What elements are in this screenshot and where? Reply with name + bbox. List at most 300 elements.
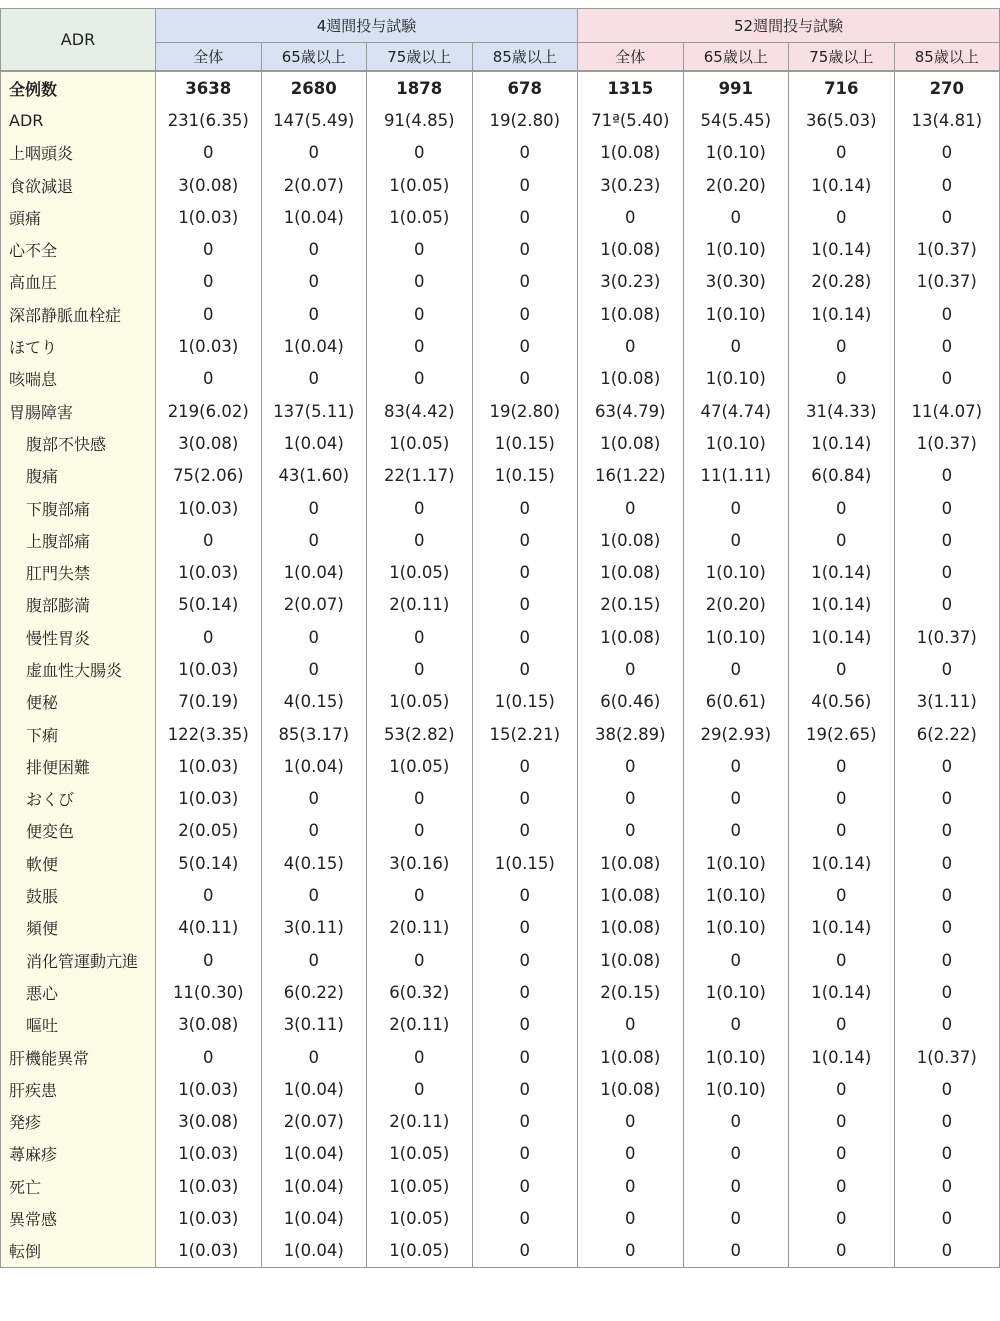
table-cell: 1(0.05) — [367, 427, 473, 459]
row-label: ADR — [1, 104, 156, 136]
table-cell: 1(0.04) — [261, 330, 367, 362]
table-cell: 122(3.35) — [156, 718, 262, 750]
table-cell: 3638 — [156, 71, 262, 104]
table-cell: 1(0.15) — [472, 427, 578, 459]
table-cell: 0 — [472, 944, 578, 976]
table-cell: 0 — [683, 750, 789, 782]
table-cell: 0 — [367, 815, 473, 847]
table-cell: 0 — [261, 266, 367, 298]
table-cell: 3(0.08) — [156, 1106, 262, 1138]
row-label: 上咽頭炎 — [1, 137, 156, 169]
table-cell: 2(0.11) — [367, 1009, 473, 1041]
row-label: 上腹部痛 — [1, 524, 156, 556]
row-label: 高血圧 — [1, 266, 156, 298]
table-cell: 0 — [472, 1202, 578, 1234]
table-cell: 4(0.15) — [261, 686, 367, 718]
table-cell: 3(0.23) — [578, 266, 684, 298]
table-cell: 2(0.15) — [578, 976, 684, 1008]
table-cell: 0 — [578, 1235, 684, 1268]
table-cell: 0 — [261, 492, 367, 524]
table-cell: 6(0.84) — [789, 460, 895, 492]
table-cell: 1(0.10) — [683, 137, 789, 169]
table-cell: 0 — [472, 266, 578, 298]
table-cell: 0 — [156, 879, 262, 911]
row-label: 下腹部痛 — [1, 492, 156, 524]
table-cell: 1(0.14) — [789, 621, 895, 653]
table-cell: 1(0.03) — [156, 1235, 262, 1268]
table-cell: 1(0.10) — [683, 233, 789, 265]
table-cell: 1(0.15) — [472, 460, 578, 492]
table-cell: 0 — [894, 1106, 1000, 1138]
table-cell: 0 — [894, 460, 1000, 492]
table-row — [1, 718, 1000, 750]
table-cell: 0 — [472, 815, 578, 847]
row-label: 肝疾患 — [1, 1073, 156, 1105]
table-cell: 1(0.08) — [578, 556, 684, 588]
table-cell: 0 — [472, 169, 578, 201]
table-cell: 2(0.11) — [367, 589, 473, 621]
table-cell: 1(0.37) — [894, 233, 1000, 265]
table-cell: 0 — [156, 266, 262, 298]
subheader-4w-65: 65歳以上 — [261, 43, 367, 72]
table-row — [1, 783, 1000, 815]
table-cell: 0 — [683, 1235, 789, 1268]
table-cell: 0 — [578, 492, 684, 524]
table-cell: 0 — [789, 1106, 895, 1138]
subheader-52w-all: 全体 — [578, 43, 684, 72]
table-cell: 1(0.08) — [578, 233, 684, 265]
table-cell: 0 — [261, 944, 367, 976]
table-cell: 1(0.03) — [156, 1202, 262, 1234]
table-cell: 1(0.04) — [261, 750, 367, 782]
table-cell: 0 — [367, 363, 473, 395]
table-cell: 5(0.14) — [156, 847, 262, 879]
table-row — [1, 1073, 1000, 1105]
table-row — [1, 1009, 1000, 1041]
table-cell: 0 — [789, 879, 895, 911]
table-cell: 1(0.03) — [156, 556, 262, 588]
table-cell: 0 — [156, 621, 262, 653]
table-cell: 1(0.10) — [683, 621, 789, 653]
table-cell: 1(0.08) — [578, 912, 684, 944]
table-cell: 0 — [578, 750, 684, 782]
table-cell: 36(5.03) — [789, 104, 895, 136]
table-row — [1, 847, 1000, 879]
table-cell: 0 — [894, 556, 1000, 588]
row-label: おくび — [1, 783, 156, 815]
table-cell: 54(5.45) — [683, 104, 789, 136]
table-cell: 0 — [894, 1138, 1000, 1170]
table-cell: 0 — [472, 783, 578, 815]
table-cell: 6(0.46) — [578, 686, 684, 718]
table-cell: 1(0.37) — [894, 1041, 1000, 1073]
table-cell: 1(0.03) — [156, 750, 262, 782]
table-cell: 3(0.23) — [578, 169, 684, 201]
table-row — [1, 556, 1000, 588]
table-cell: 0 — [578, 1138, 684, 1170]
table-cell: 0 — [894, 847, 1000, 879]
table-cell: 6(0.32) — [367, 976, 473, 1008]
table-cell: 0 — [894, 201, 1000, 233]
table-cell: 0 — [472, 976, 578, 1008]
table-row — [1, 944, 1000, 976]
table-cell: 1(0.03) — [156, 330, 262, 362]
table-header — [1, 9, 1000, 72]
table-cell: 0 — [894, 912, 1000, 944]
table-cell: 0 — [894, 589, 1000, 621]
table-cell: 0 — [894, 1202, 1000, 1234]
table-cell: 1(0.14) — [789, 169, 895, 201]
table-row — [1, 201, 1000, 233]
table-cell: 1(0.04) — [261, 1235, 367, 1268]
table-row — [1, 169, 1000, 201]
table-row — [1, 686, 1000, 718]
table-cell: 0 — [367, 524, 473, 556]
table-cell: 0 — [472, 556, 578, 588]
table-cell: 0 — [472, 363, 578, 395]
subheader-4w-75: 75歳以上 — [367, 43, 473, 72]
table-cell: 1(0.10) — [683, 298, 789, 330]
table-cell: 63(4.79) — [578, 395, 684, 427]
table-cell: 1(0.10) — [683, 976, 789, 1008]
table-cell: 11(0.30) — [156, 976, 262, 1008]
table-cell: 1(0.37) — [894, 266, 1000, 298]
table-cell: 0 — [472, 1138, 578, 1170]
table-cell: 0 — [367, 298, 473, 330]
table-cell: 2(0.05) — [156, 815, 262, 847]
table-cell: 0 — [367, 653, 473, 685]
table-cell: 0 — [367, 944, 473, 976]
table-cell: 0 — [472, 589, 578, 621]
table-cell: 13(4.81) — [894, 104, 1000, 136]
adr-table — [0, 8, 1000, 1268]
table-cell: 1(0.08) — [578, 298, 684, 330]
table-cell: 0 — [789, 1009, 895, 1041]
table-cell: 1(0.08) — [578, 879, 684, 911]
table-cell: 137(5.11) — [261, 395, 367, 427]
table-cell: 0 — [683, 1138, 789, 1170]
table-cell: 0 — [789, 1073, 895, 1105]
table-cell: 1(0.03) — [156, 201, 262, 233]
row-label: 胃腸障害 — [1, 395, 156, 427]
table-cell: 1(0.14) — [789, 1041, 895, 1073]
row-label: ほてり — [1, 330, 156, 362]
table-cell: 83(4.42) — [367, 395, 473, 427]
table-cell: 1(0.15) — [472, 686, 578, 718]
row-label: 腹部不快感 — [1, 427, 156, 459]
table-row — [1, 1106, 1000, 1138]
table-cell: 1(0.14) — [789, 427, 895, 459]
table-cell: 0 — [472, 653, 578, 685]
table-cell: 991 — [683, 71, 789, 104]
table-cell: 0 — [894, 1009, 1000, 1041]
table-row — [1, 266, 1000, 298]
table-cell: 0 — [894, 1170, 1000, 1202]
row-label: 蕁麻疹 — [1, 1138, 156, 1170]
table-cell: 0 — [894, 815, 1000, 847]
table-cell: 0 — [789, 815, 895, 847]
table-cell: 0 — [789, 944, 895, 976]
table-row — [1, 524, 1000, 556]
table-cell: 0 — [894, 169, 1000, 201]
row-label: 虚血性大腸炎 — [1, 653, 156, 685]
table-cell: 1(0.37) — [894, 621, 1000, 653]
table-cell: 0 — [683, 783, 789, 815]
row-label: 咳喘息 — [1, 363, 156, 395]
table-cell: 6(0.61) — [683, 686, 789, 718]
subheader-4w-all: 全体 — [156, 43, 262, 72]
table-cell: 0 — [683, 524, 789, 556]
table-cell: 0 — [261, 363, 367, 395]
row-label: 排便困難 — [1, 750, 156, 782]
table-cell: 0 — [683, 330, 789, 362]
table-cell: 0 — [683, 201, 789, 233]
table-cell: 19(2.65) — [789, 718, 895, 750]
table-cell: 0 — [683, 944, 789, 976]
row-label: 軟便 — [1, 847, 156, 879]
table-cell: 0 — [894, 363, 1000, 395]
table-cell: 0 — [156, 524, 262, 556]
row-label: 食欲減退 — [1, 169, 156, 201]
table-cell: 0 — [367, 1041, 473, 1073]
table-row — [1, 298, 1000, 330]
table-row — [1, 750, 1000, 782]
table-cell: 0 — [894, 750, 1000, 782]
table-cell: 0 — [367, 492, 473, 524]
table-cell: 1(0.14) — [789, 912, 895, 944]
table-cell: 1(0.05) — [367, 1138, 473, 1170]
table-cell: 231(6.35) — [156, 104, 262, 136]
table-cell: 0 — [683, 1202, 789, 1234]
table-cell: 5(0.14) — [156, 589, 262, 621]
table-cell: 1315 — [578, 71, 684, 104]
table-cell: 3(0.11) — [261, 912, 367, 944]
table-cell: 1(0.05) — [367, 1170, 473, 1202]
table-cell: 0 — [367, 621, 473, 653]
table-cell: 1(0.10) — [683, 912, 789, 944]
table-cell: 0 — [472, 137, 578, 169]
table-cell: 1(0.08) — [578, 1073, 684, 1105]
table-row — [1, 363, 1000, 395]
table-cell: 0 — [472, 233, 578, 265]
row-label: 転倒 — [1, 1235, 156, 1268]
table-cell: 0 — [472, 1170, 578, 1202]
subheader-52w-85: 85歳以上 — [894, 43, 1000, 72]
table-cell: 0 — [261, 233, 367, 265]
group-header-4-week: 4週間投与試験 — [156, 9, 578, 43]
table-cell: 0 — [472, 524, 578, 556]
table-cell: 1(0.04) — [261, 427, 367, 459]
table-cell: 1(0.04) — [261, 1138, 367, 1170]
table-cell: 678 — [472, 71, 578, 104]
table-cell: 1(0.10) — [683, 1073, 789, 1105]
table-cell: 219(6.02) — [156, 395, 262, 427]
row-label: 便変色 — [1, 815, 156, 847]
table-cell: 7(0.19) — [156, 686, 262, 718]
table-cell: 6(0.22) — [261, 976, 367, 1008]
table-cell: 0 — [261, 1041, 367, 1073]
table-cell: 0 — [789, 201, 895, 233]
row-label: 消化管運動亢進 — [1, 944, 156, 976]
table-cell: 0 — [261, 879, 367, 911]
table-cell: 147(5.49) — [261, 104, 367, 136]
table-cell: 6(2.22) — [894, 718, 1000, 750]
table-cell: 0 — [789, 1202, 895, 1234]
table-row — [1, 1202, 1000, 1234]
table-cell: 3(1.11) — [894, 686, 1000, 718]
table-cell: 270 — [894, 71, 1000, 104]
table-cell: 0 — [894, 783, 1000, 815]
table-cell: 1(0.05) — [367, 169, 473, 201]
group-header-52-week: 52週間投与試験 — [578, 9, 1000, 43]
table-cell: 2(0.15) — [578, 589, 684, 621]
table-cell: 0 — [578, 1170, 684, 1202]
table-cell: 0 — [683, 492, 789, 524]
table-cell: 0 — [894, 298, 1000, 330]
row-label: 心不全 — [1, 233, 156, 265]
table-cell: 0 — [367, 233, 473, 265]
table-cell: 0 — [683, 1170, 789, 1202]
table-row — [1, 395, 1000, 427]
table-cell: 0 — [789, 783, 895, 815]
table-cell: 0 — [156, 944, 262, 976]
table-cell: 0 — [472, 492, 578, 524]
table-cell: 1(0.04) — [261, 556, 367, 588]
table-cell: 1(0.10) — [683, 847, 789, 879]
subheader-4w-85: 85歳以上 — [472, 43, 578, 72]
table-cell: 71ª(5.40) — [578, 104, 684, 136]
table-cell: 11(4.07) — [894, 395, 1000, 427]
row-label: 頻便 — [1, 912, 156, 944]
table-cell: 2(0.07) — [261, 589, 367, 621]
table-cell: 19(2.80) — [472, 104, 578, 136]
table-row — [1, 1170, 1000, 1202]
table-cell: 0 — [156, 137, 262, 169]
table-cell: 0 — [789, 750, 895, 782]
table-cell: 1(0.08) — [578, 137, 684, 169]
table-cell: 0 — [894, 1073, 1000, 1105]
table-cell: 1(0.04) — [261, 1202, 367, 1234]
table-cell: 0 — [472, 201, 578, 233]
table-cell: 3(0.30) — [683, 266, 789, 298]
table-cell: 1(0.14) — [789, 589, 895, 621]
table-cell: 1(0.03) — [156, 1073, 262, 1105]
row-label: 鼓脹 — [1, 879, 156, 911]
table-cell: 2(0.20) — [683, 169, 789, 201]
row-label: 悪心 — [1, 976, 156, 1008]
table-row — [1, 1138, 1000, 1170]
table-cell: 1(0.03) — [156, 492, 262, 524]
table-row — [1, 137, 1000, 169]
table-cell: 0 — [472, 298, 578, 330]
table-cell: 1(0.08) — [578, 944, 684, 976]
table-cell: 1(0.14) — [789, 976, 895, 1008]
table-cell: 0 — [367, 330, 473, 362]
table-cell: 0 — [367, 879, 473, 911]
row-label: 嘔吐 — [1, 1009, 156, 1041]
table-cell: 0 — [578, 815, 684, 847]
table-cell: 4(0.11) — [156, 912, 262, 944]
row-label: 下痢 — [1, 718, 156, 750]
table-row — [1, 912, 1000, 944]
table-cell: 2680 — [261, 71, 367, 104]
table-cell: 0 — [472, 330, 578, 362]
table-row — [1, 427, 1000, 459]
table-cell: 0 — [261, 815, 367, 847]
table-cell: 0 — [156, 363, 262, 395]
table-cell: 0 — [894, 137, 1000, 169]
table-cell: 0 — [894, 879, 1000, 911]
row-label: 死亡 — [1, 1170, 156, 1202]
row-label: 肛門失禁 — [1, 556, 156, 588]
table-cell: 0 — [789, 363, 895, 395]
table-cell: 47(4.74) — [683, 395, 789, 427]
table-row — [1, 815, 1000, 847]
table-cell: 38(2.89) — [578, 718, 684, 750]
table-cell: 0 — [789, 330, 895, 362]
table-cell: 0 — [472, 1041, 578, 1073]
table-row — [1, 1041, 1000, 1073]
table-cell: 2(0.11) — [367, 1106, 473, 1138]
table-cell: 0 — [789, 653, 895, 685]
table-cell: 0 — [789, 1235, 895, 1268]
table-cell: 1(0.08) — [578, 621, 684, 653]
table-cell: 0 — [683, 653, 789, 685]
row-label: 異常感 — [1, 1202, 156, 1234]
table-cell: 0 — [472, 1106, 578, 1138]
table-cell: 1(0.14) — [789, 556, 895, 588]
table-row — [1, 104, 1000, 136]
table-row — [1, 653, 1000, 685]
table-cell: 3(0.11) — [261, 1009, 367, 1041]
table-cell: 1(0.05) — [367, 686, 473, 718]
table-cell: 0 — [578, 783, 684, 815]
table-cell: 1(0.03) — [156, 1138, 262, 1170]
table-cell: 1(0.05) — [367, 750, 473, 782]
table-cell: 1(0.14) — [789, 233, 895, 265]
table-cell: 0 — [156, 233, 262, 265]
table-cell: 43(1.60) — [261, 460, 367, 492]
row-label: 腹部膨満 — [1, 589, 156, 621]
table-cell: 0 — [367, 266, 473, 298]
table-cell: 11(1.11) — [683, 460, 789, 492]
table-cell: 1(0.04) — [261, 201, 367, 233]
row-label: 腹痛 — [1, 460, 156, 492]
table-cell: 0 — [683, 1106, 789, 1138]
table-cell: 0 — [472, 1235, 578, 1268]
table-cell: 1(0.15) — [472, 847, 578, 879]
row-label: 発疹 — [1, 1106, 156, 1138]
table-cell: 31(4.33) — [789, 395, 895, 427]
table-cell: 0 — [578, 201, 684, 233]
table-cell: 2(0.11) — [367, 912, 473, 944]
table-cell: 0 — [261, 137, 367, 169]
table-cell: 0 — [472, 879, 578, 911]
table-row — [1, 589, 1000, 621]
table-cell: 0 — [472, 1009, 578, 1041]
table-cell: 1(0.05) — [367, 1202, 473, 1234]
table-cell: 0 — [789, 1138, 895, 1170]
table-cell: 16(1.22) — [578, 460, 684, 492]
table-cell: 85(3.17) — [261, 718, 367, 750]
table-row — [1, 233, 1000, 265]
table-cell: 1(0.05) — [367, 556, 473, 588]
table-cell: 1(0.03) — [156, 653, 262, 685]
table-cell: 0 — [367, 137, 473, 169]
corner-header: ADR — [1, 9, 156, 72]
table-cell: 4(0.56) — [789, 686, 895, 718]
row-label: 慢性胃炎 — [1, 621, 156, 653]
